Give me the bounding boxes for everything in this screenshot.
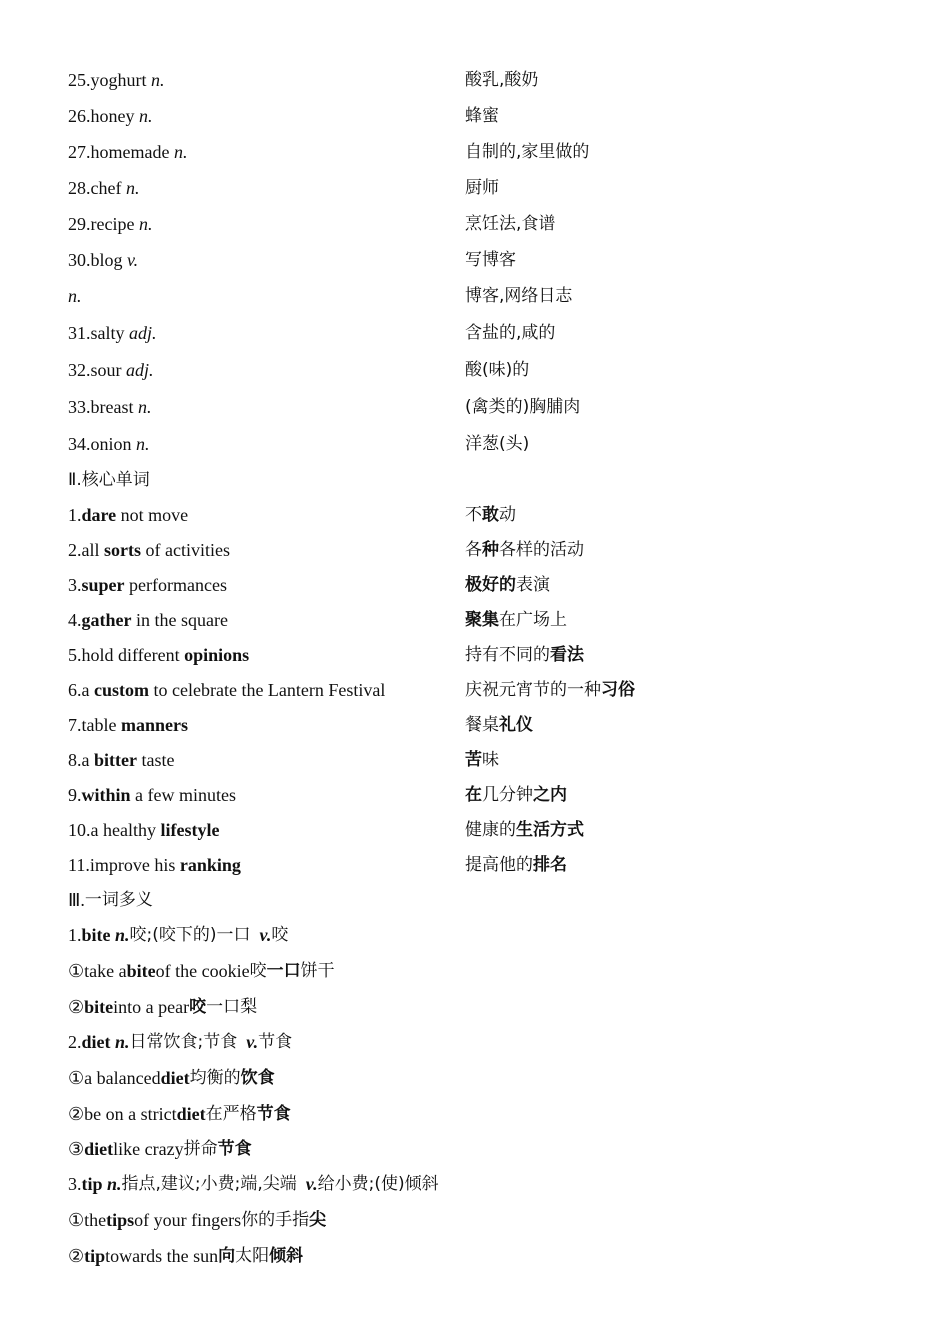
vocab-row [68, 170, 888, 206]
polysemy-example: ③ diet like crazy 拼命 节食 [68, 1138, 252, 1159]
vocab-word: 27.homemade n. [68, 142, 188, 162]
phrase-en: 7.table manners [68, 714, 188, 735]
phrase-en: 11.improve his ranking [68, 854, 241, 875]
phrase-zh: 提高他的排名 [465, 854, 567, 875]
phrase-row [68, 637, 888, 672]
vocab-word: 25.yoghurt n. [68, 70, 165, 90]
polysemy-list [68, 917, 888, 1273]
vocab-word: 30.blog v. [68, 250, 139, 270]
vocab-row [68, 98, 888, 134]
vocab-meaning: 酸乳,酸奶 [465, 70, 539, 90]
vocab-meaning: 博客,网络日志 [465, 286, 573, 306]
phrase-zh: 不敢动 [465, 504, 516, 525]
phrase-row [68, 847, 888, 882]
section-heading-polysemy: Ⅲ. 一词多义 [68, 889, 153, 910]
polysemy-head: 1. bite n. 咬;(咬下的)一口 v. 咬 [68, 925, 289, 945]
phrase-zh: 苦味 [465, 749, 499, 770]
phrase-en: 5.hold different opinions [68, 644, 250, 665]
phrase-row [68, 532, 888, 567]
vocab-meaning: 蜂蜜 [465, 106, 499, 126]
phrase-row [68, 567, 888, 602]
phrase-en: 3.super performances [68, 574, 227, 595]
phrase-row [68, 497, 888, 532]
section-heading-core-words: Ⅱ.核心单词 [68, 469, 150, 490]
phrase-row [68, 602, 888, 637]
vocab-row [68, 242, 888, 278]
phrase-en: 6.a custom to celebrate the Lantern Festival [68, 679, 386, 700]
vocab-meaning: (禽类的)胸脯肉 [465, 396, 581, 417]
vocab-word: 26.honey n. [68, 106, 153, 126]
vocab-row [68, 314, 888, 351]
vocab-word: 32.sour adj. [68, 359, 154, 380]
vocab-row [68, 62, 888, 98]
vocab-row [68, 351, 888, 388]
vocab-word: 34.onion n. [68, 433, 150, 454]
phrase-en: 4.gather in the square [68, 609, 228, 630]
polysemy-example: ① the tips of your fingers 你的手指 尖 [68, 1210, 327, 1230]
polysemy-head: 3. tip n. 指点,建议;小费;端,尖端 v. 给小费;(使)倾斜 [68, 1174, 439, 1194]
vocab-word: 31.salty adj. [68, 322, 157, 343]
vocab-row [68, 388, 888, 425]
vocab-row [68, 278, 888, 314]
vocab-row [68, 425, 888, 462]
phrase-zh: 在几分钟之内 [465, 784, 567, 805]
phrase-en: 9.within a few minutes [68, 784, 236, 805]
document-page [68, 62, 888, 1273]
vocab-word: n. [68, 286, 82, 306]
phrase-zh: 庆祝元宵节的一种习俗 [465, 679, 635, 700]
phrase-zh: 聚集在广场上 [465, 609, 567, 630]
polysemy-example: ② tip towards the sun 向 太阳 倾斜 [68, 1245, 304, 1266]
vocab-row [68, 134, 888, 170]
polysemy-example: ① take a bite of the cookie 咬 一口 饼干 [68, 961, 335, 981]
vocab-meaning: 含盐的,咸的 [465, 322, 556, 343]
phrase-en: 2.all sorts of activities [68, 539, 230, 560]
vocab-meaning: 厨师 [465, 178, 499, 198]
phrase-row [68, 707, 888, 742]
phrase-row [68, 777, 888, 812]
vocab-row [68, 206, 888, 242]
vocab-list [68, 62, 888, 462]
vocab-meaning: 烹饪法,食谱 [465, 214, 556, 234]
phrase-zh: 各种各样的活动 [465, 539, 584, 560]
phrase-en: 10.a healthy lifestyle [68, 819, 220, 840]
vocab-meaning: 自制的,家里做的 [465, 142, 590, 162]
phrase-row [68, 812, 888, 847]
phrase-zh: 健康的生活方式 [465, 819, 584, 840]
phrase-row [68, 672, 888, 707]
phrase-zh: 极好的表演 [465, 574, 550, 595]
polysemy-example: ② bite into a pear 咬 一口梨 [68, 996, 258, 1017]
phrase-en: 8.a bitter taste [68, 749, 175, 770]
vocab-word: 33.breast n. [68, 396, 152, 417]
vocab-word: 28.chef n. [68, 178, 140, 198]
vocab-meaning: 写博客 [465, 250, 516, 270]
phrase-zh: 持有不同的看法 [465, 644, 584, 665]
polysemy-example: ② be on a strict diet 在严格 节食 [68, 1103, 291, 1124]
phrase-row [68, 742, 888, 777]
phrase-zh: 餐桌礼仪 [465, 714, 533, 735]
polysemy-example: ① a balanced diet 均衡的 饮食 [68, 1068, 275, 1088]
phrase-en: 1.dare not move [68, 504, 189, 525]
polysemy-head: 2. diet n. 日常饮食;节食 v. 节食 [68, 1032, 293, 1052]
vocab-meaning: 酸(味)的 [465, 359, 530, 380]
phrase-list [68, 497, 888, 882]
vocab-meaning: 洋葱(头) [465, 433, 530, 454]
vocab-word: 29.recipe n. [68, 214, 153, 234]
